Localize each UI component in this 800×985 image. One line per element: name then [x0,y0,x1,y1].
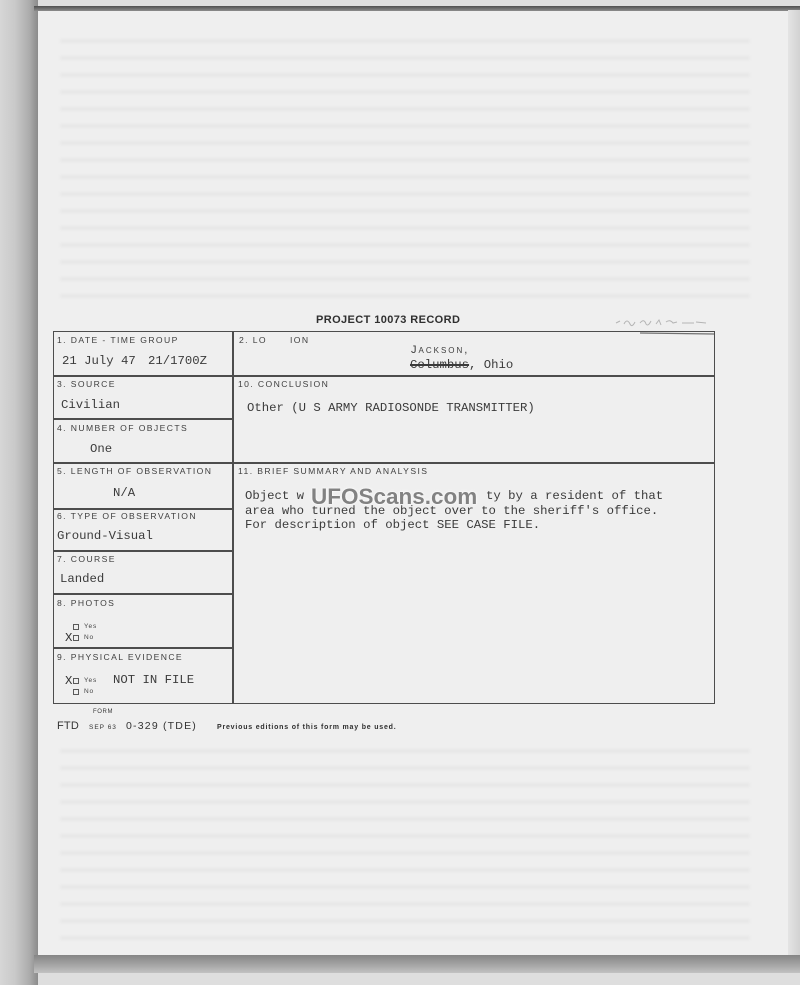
bleed-through-texture [60,26,750,306]
photos-no-checkbox [73,635,79,641]
conclusion-label: 10. CONCLUSION [238,379,330,389]
physical-evidence-note: NOT IN FILE [113,673,195,687]
watermark: UFOScans.com [311,484,478,509]
source-value: Civilian [61,398,121,412]
footer-prefix: FTD [57,720,79,732]
time-value: 21/1700Z [148,354,208,368]
summary-line-2: area who turned the object over to the sheriff's office. [245,504,659,518]
physical-evidence-no-checkbox [73,689,79,695]
right-scan-edge [788,10,800,956]
source-label: 3. SOURCE [57,379,116,389]
location-struck-city: Columbus [410,358,470,372]
course-label: 7. COURSE [57,554,116,564]
form-rule [53,647,233,649]
form-rule [53,418,233,420]
physical-evidence-yes-label: Yes [84,677,98,684]
physical-evidence-yes-checkbox [73,678,79,684]
conclusion-value: Other (U S ARMY RADIOSONDE TRANSMITTER) [247,401,535,415]
left-scan-edge [0,0,38,985]
form-rule [53,462,715,464]
length-of-observation-value: N/A [113,486,136,500]
form-rule [53,508,233,510]
footer-form-number: 0-329 (TDE) [126,720,197,732]
bleed-through-texture [60,736,750,941]
form-rule [53,375,715,377]
bottom-scan-edge [34,955,800,973]
location-label-end: ION [290,335,310,345]
number-of-objects-value: One [90,442,113,456]
physical-evidence-label: 9. PHYSICAL EVIDENCE [57,652,184,662]
course-value: Landed [60,572,105,586]
location-label-start: 2. LO [239,335,268,345]
footer-form-word: FORM [93,709,114,715]
summary-line-1-end: ty by a resident of that [486,489,664,503]
type-of-observation-label: 6. TYPE OF OBSERVATION [57,511,197,521]
photos-label: 8. PHOTOS [57,598,116,608]
summary-label: 11. BRIEF SUMMARY AND ANALYSIS [238,466,429,476]
type-of-observation-value: Ground-Visual [57,529,153,543]
location-correction: Jackson, [411,344,470,356]
top-scan-edge [34,6,800,11]
date-value: 21 July 47 [62,354,136,368]
location-state: , Ohio [469,358,514,372]
form-rule [53,593,233,595]
date-time-group-label: 1. DATE - TIME GROUP [57,335,179,345]
physical-evidence-no-label: No [84,688,94,695]
footer-date: SEP 63 [89,724,117,731]
photos-yes-label: Yes [84,623,98,630]
number-of-objects-label: 4. NUMBER OF OBJECTS [57,423,189,433]
summary-line-1-start: Object w [245,489,305,503]
summary-line-3: For description of object SEE CASE FILE. [245,518,541,532]
record-title: PROJECT 10073 RECORD [316,314,461,326]
photos-yes-checkbox [73,624,79,630]
photos-no-label: No [84,634,94,641]
length-of-observation-label: 5. LENGTH OF OBSERVATION [57,466,213,476]
footer-note: Previous editions of this form may be used. [217,724,397,731]
form-rule [53,550,233,552]
